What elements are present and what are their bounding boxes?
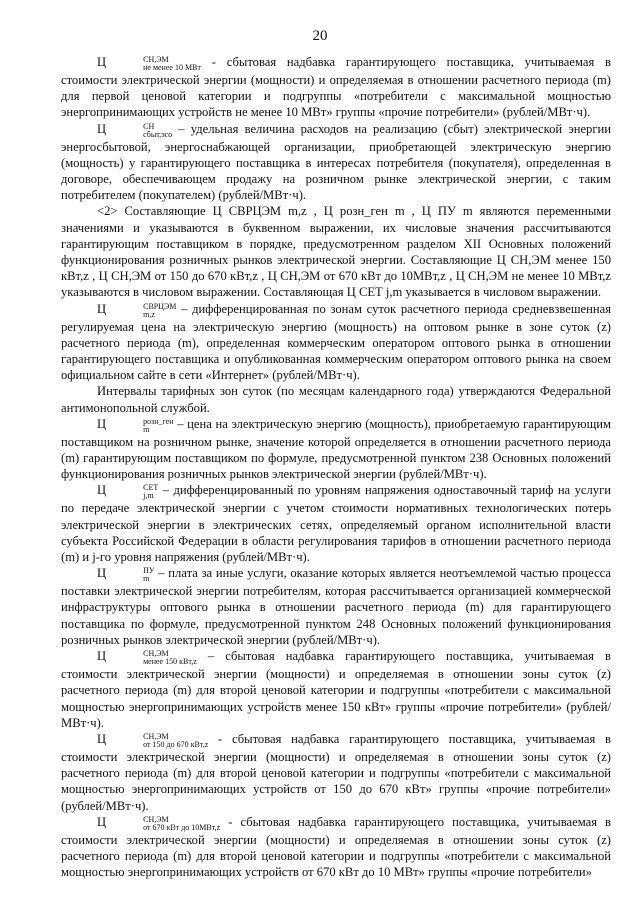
paragraph [61, 814, 611, 881]
formula-superscript: ПУ [143, 566, 155, 576]
paragraph [61, 416, 611, 483]
paragraph [61, 648, 611, 731]
formula-symbol: Ц СН,ЭМ от 670 кВт до 10МВт,z [97, 814, 221, 832]
paragraph-text: – удельная величина расходов на реализацию (сбыт) электрической энергии энергосбытовой, энергоснабжающей организации, приобретающей электрическую энергию (мощность) у гарантирующего поставщика в интересах потребителя (покупателя), определенная в договоре, обеспечивающем продажу на розничном рынке электрической энергии, с таким потребителем (покупателем) (рублей/МВт·ч). [61, 121, 611, 203]
formula-superscript: СН,ЭМ [143, 649, 169, 659]
paragraph-text: <2> Составляющие Ц СВРЦЭМ m,z , Ц розн_ген m , Ц ПУ m являются переменными значениями и указываются в буквенном выражении, их числовые значения рассчитываются гарантирующим поставщиком в порядке, предусмотренном разделом XII Основных положений функционирования розничных рынков электрической энергии. Составляющие Ц СН,ЭМ менее 150 кВт,z , Ц СН,ЭМ от 150 до 670 кВт,z , Ц СН,ЭМ от 670 кВт до 10МВт,z , Ц СН,ЭМ не менее 10 МВт,z указываются в числовом выражении. Составляющая Ц СЕТ j,m указывается в числовом выражении. [61, 204, 611, 300]
page-number: 20 [312, 28, 328, 44]
paragraph-text: – плата за иные услуги, оказание которых является неотъемлемой частью процесса поставки электрической энергии потребителям, которая рассчитывается организацией коммерческой инфраструктуры оптового рынка в отношении расчетного периода (m) для гарантирующего поставщика по формуле, предусмотренной пунктом 248 Основных положений функционирования розничных рынков электрической энергии (рублей/МВт·ч). [61, 566, 611, 647]
paragraph-text: – сбытовая надбавка гарантирующего поставщика, учитываемая в стоимости электрической энергии (мощности) и определяемая в отношении зоны суток (z) расчетного периода (m) для второй ценовой категории и подгруппы «потребители с максимальной мощностью энергопринимающих устройств менее 150 кВт» группы «прочие потребители» (рублей/МВт·ч). [61, 649, 611, 730]
formula-subscript: не менее 10 МВт [143, 63, 201, 72]
formula-subscript: менее 150 кВт,z [143, 657, 197, 667]
formula-superscript: СН,ЭМ [143, 55, 169, 64]
paragraph [61, 482, 611, 565]
formula-symbol: Ц СН,ЭМ менее 150 кВт,z [97, 649, 197, 667]
paragraph-text: – дифференцированный по уровням напряжения одноставочный тариф на услуги по передаче электрической энергии с учетом стоимости нормативных технологических потерь электрической энергии в электрических сетях, определяемый органом исполнительной власти субъекта Российской Федерации в области регулирования тарифов в отношении расчетного периода (m) и j-го уровня напряжения (рублей/МВт·ч). [61, 483, 611, 565]
formula-superscript: СН [143, 121, 155, 131]
formula-symbol: Ц розн_ген m [97, 416, 174, 434]
paragraph [61, 54, 611, 121]
formula-superscript: СН,ЭМ [143, 814, 169, 824]
paragraph [61, 301, 611, 384]
formula-subscript: m [143, 424, 150, 434]
formula-subscript: j,m [143, 491, 154, 501]
formula-symbol: Ц СН сбыт,эсо [97, 121, 173, 139]
paragraph [61, 565, 611, 648]
formula-subscript: от 150 до 670 кВт,z [143, 739, 209, 749]
formula-subscript: m [143, 574, 150, 584]
paragraph-text: - сбытовая надбавка гарантирующего поставщика, учитываемая в стоимости электрической энергии (мощности) и определяемая в отношении зоны суток (z) расчетного периода (m) для второй ценовой категории и подгруппы «потребители с максимальной мощностью энергопринимающих устройств от 670 кВт до 10 МВт» группы «прочие потребители» [61, 814, 611, 880]
formula-superscript: СЕТ [143, 483, 159, 493]
paragraph-text: - сбытовая надбавка гарантирующего поставщика, учитываемая в стоимости электрической энергии (мощности) и определяемая в отношении расчетного периода (m) для первой ценовой категории и подгруппы «потребители с максимальной мощностью энергопринимающих устройств не менее 10 МВт» группы «прочие потребители» (рублей/МВт·ч). [61, 55, 611, 120]
formula-superscript: розн_ген [143, 416, 174, 426]
paragraph [61, 203, 611, 300]
paragraph-text: – цена на электрическую энергию (мощность), приобретаемую гарантирующим поставщиком на розничном рынке, значение которой определяется в отношении расчетного периода (m) гарантирующим поставщиком по формуле, предусмотренной пунктом 238 Основных положений функционирования розничных рынков электрической энергии (рублей/МВт·ч). [61, 416, 611, 482]
formula-symbol: Ц СВРЦЭМ m,z [97, 301, 177, 319]
formula-symbol: Ц СЕТ j,m [97, 483, 159, 501]
formula-symbol: Ц СН,ЭМ не менее 10 МВт [97, 55, 201, 72]
paragraph-text: - сбытовая надбавка гарантирующего поставщика, учитываемая в стоимости электрической энергии (мощности) и определяемая в отношении зоны суток (z) расчетного периода (m) для второй ценовой категории и подгруппы «потребители с максимальной мощностью энергопринимающих устройств от 150 до 670 кВт» группы «прочие потребители» (рублей/МВт·ч). [61, 731, 611, 813]
paragraph [61, 383, 611, 415]
paragraph-text: – дифференцированная по зонам суток расчетного периода средневзвешенная регулируемая цена на электрическую энергию (мощность) на оптовом рынке в зоне суток (z) расчетного периода (m), определенная коммерческим оператором оптового рынка в отношении гарантирующего поставщика и опубликованная коммерческим оператором оптового рынка на своем официальном сайте в сети «Интернет» (рублей/МВт·ч). [61, 301, 611, 383]
formula-symbol: Ц СН,ЭМ от 150 до 670 кВт,z [97, 731, 209, 749]
paragraph [61, 731, 611, 814]
document-body [61, 54, 611, 880]
formula-subscript: от 670 кВт до 10МВт,z [143, 822, 221, 832]
formula-symbol: Ц ПУ m [97, 566, 155, 584]
formula-subscript: сбыт,эсо [143, 129, 173, 139]
formula-superscript: СВРЦЭМ [143, 301, 177, 311]
formula-superscript: СН,ЭМ [143, 731, 169, 741]
formula-subscript: m,z [143, 309, 155, 319]
paragraph [61, 121, 611, 204]
paragraph-text: Интервалы тарифных зон суток (по месяцам календарного года) утверждаются Федеральной антимонопольной службой. [61, 384, 611, 415]
